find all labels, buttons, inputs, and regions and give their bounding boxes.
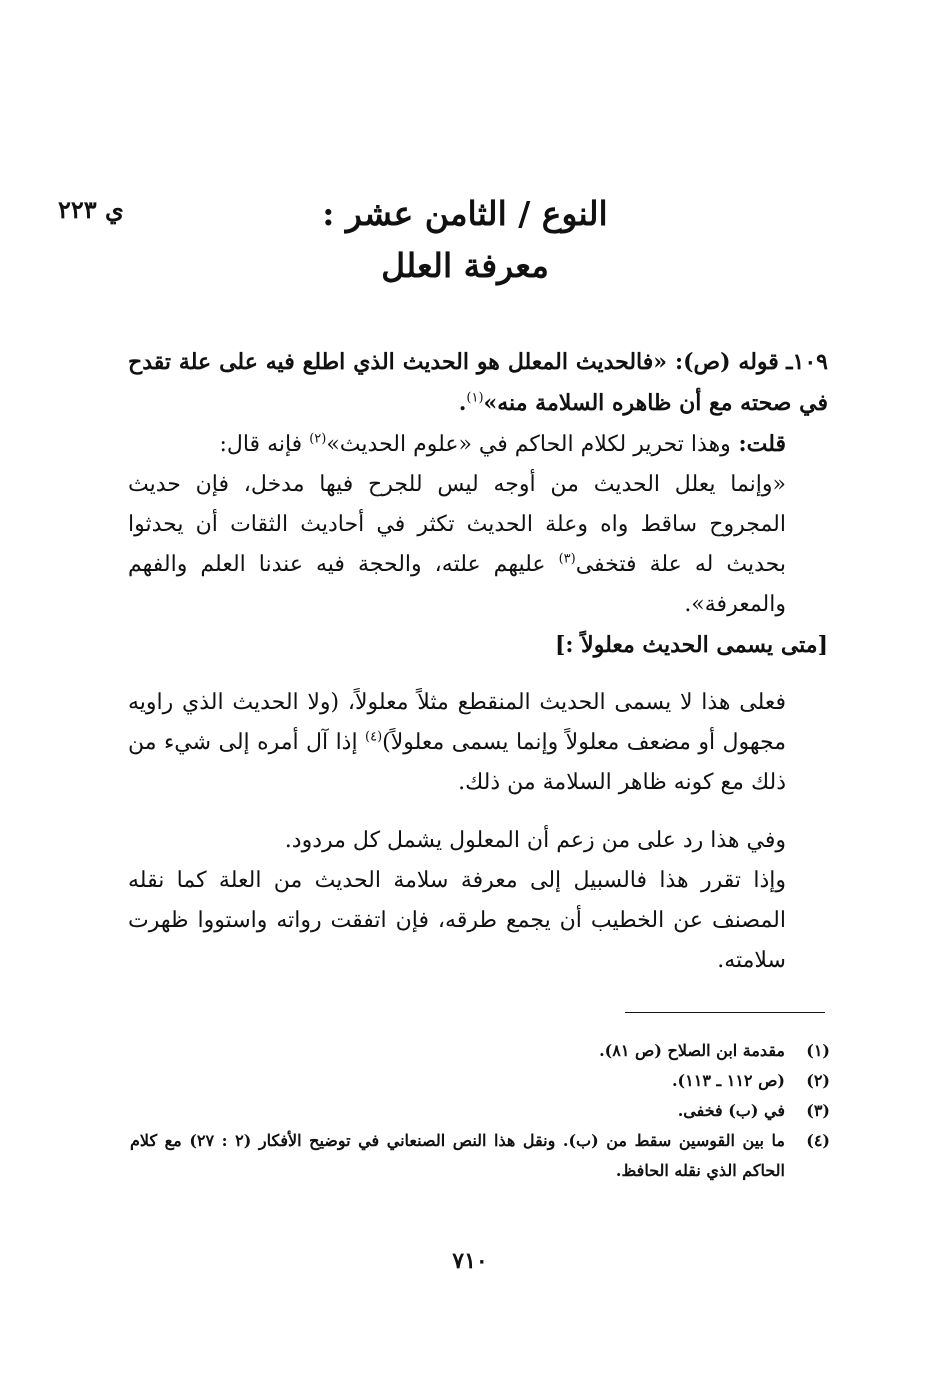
footnote-number: (٤) [806, 1131, 830, 1150]
footnote-text: (ص ١١٢ ـ ١١٣). [671, 1071, 785, 1090]
chapter-title-line1: النوع / الثامن عشر : [322, 194, 608, 233]
entry-intro: قوله (ص): [667, 349, 779, 375]
footnote-item [130, 1126, 830, 1186]
paragraph-text: «وإنما يعلل الحديث من أوجه ليس للجرح فيها مدخل، فإن حديث المجروح ساقط واه وعلة الحديث تكثر في أحاديث الثقات أن يحدثوا بحديث له علة فتخفى [128, 472, 786, 577]
section-subheading: [متى يسمى الحديث معلولاً :] [554, 632, 828, 658]
paragraph-text: وهذا تحرير لكلام الحاكم في «علوم الحديث» [326, 432, 731, 457]
footnotes [130, 1036, 830, 1186]
chapter-title [300, 188, 630, 292]
footnote-item [130, 1036, 830, 1066]
entry-end: . [458, 390, 467, 416]
chapter-title-line2: معرفة العلل [381, 246, 549, 285]
paragraph: وفي هذا رد على من زعم أن المعلول يشمل كل مردود. [284, 828, 786, 853]
paragraph-text: فعلى هذا لا يسمى الحديث المنقطع مثلاً معلولاً، (ولا الحديث الذي راويه مجهول أو مضعف معلولاً وإنما يسمى معلولاً) [128, 690, 787, 755]
paragraph-label: قلت: [730, 431, 786, 457]
quote-paragraph [128, 465, 828, 625]
page-number: ٧١٠ [452, 1248, 488, 1274]
entry-paragraph [128, 342, 828, 424]
footnote-ref: (٣) [558, 551, 576, 567]
footnote-ref: (١) [466, 390, 484, 406]
footnote-text: في (ب) فخفى. [677, 1101, 785, 1120]
entry-quote: «فالحديث المعلل هو الحديث الذي اطلع فيه على علة تقدح في صحته مع أن ظاهره السلامة منه» [128, 349, 828, 416]
footnote-item [130, 1066, 830, 1096]
footnote-ref: (٤) [365, 729, 383, 745]
paragraph-text: عليهم علته، والحجة فيه عندنا العلم والفهم والمعرفة». [128, 552, 786, 617]
paragraph-text: فإنه قال: [219, 432, 310, 457]
footnote-item [130, 1096, 830, 1126]
paragraph [128, 683, 828, 803]
paragraph [128, 424, 828, 465]
footnote-separator [625, 1012, 825, 1013]
footnote-number: (٢) [806, 1071, 830, 1090]
paragraph-text: إذا آل أمره إلى شيء من ذلك مع كونه ظاهر السلامة من ذلك. [128, 730, 786, 795]
reference-marker: ي ٢٢٣ [58, 195, 124, 224]
main-text [128, 342, 828, 981]
footnote-text: مقدمة ابن الصلاح (ص ٨١). [599, 1041, 785, 1060]
footnote-number: (١) [806, 1041, 830, 1060]
paragraph: وإذا تقرر هذا فالسبيل إلى معرفة سلامة الحديث من العلة كما نقله المصنف عن الخطيب أن يجمع طرقه، فإن اتفقت رواته واستووا ظهرت سلامته. [128, 868, 786, 973]
entry-number: ١٠٩ـ [786, 349, 828, 375]
footnote-text: ما بين القوسين سقط من (ب). ونقل هذا النص الصنعاني في توضيح الأفكار (٢ : ٢٧) مع كلام الحاكم الذي نقله الحافظ. [130, 1131, 786, 1180]
footnote-ref: (٢) [309, 431, 327, 447]
footnote-number: (٣) [806, 1101, 830, 1120]
